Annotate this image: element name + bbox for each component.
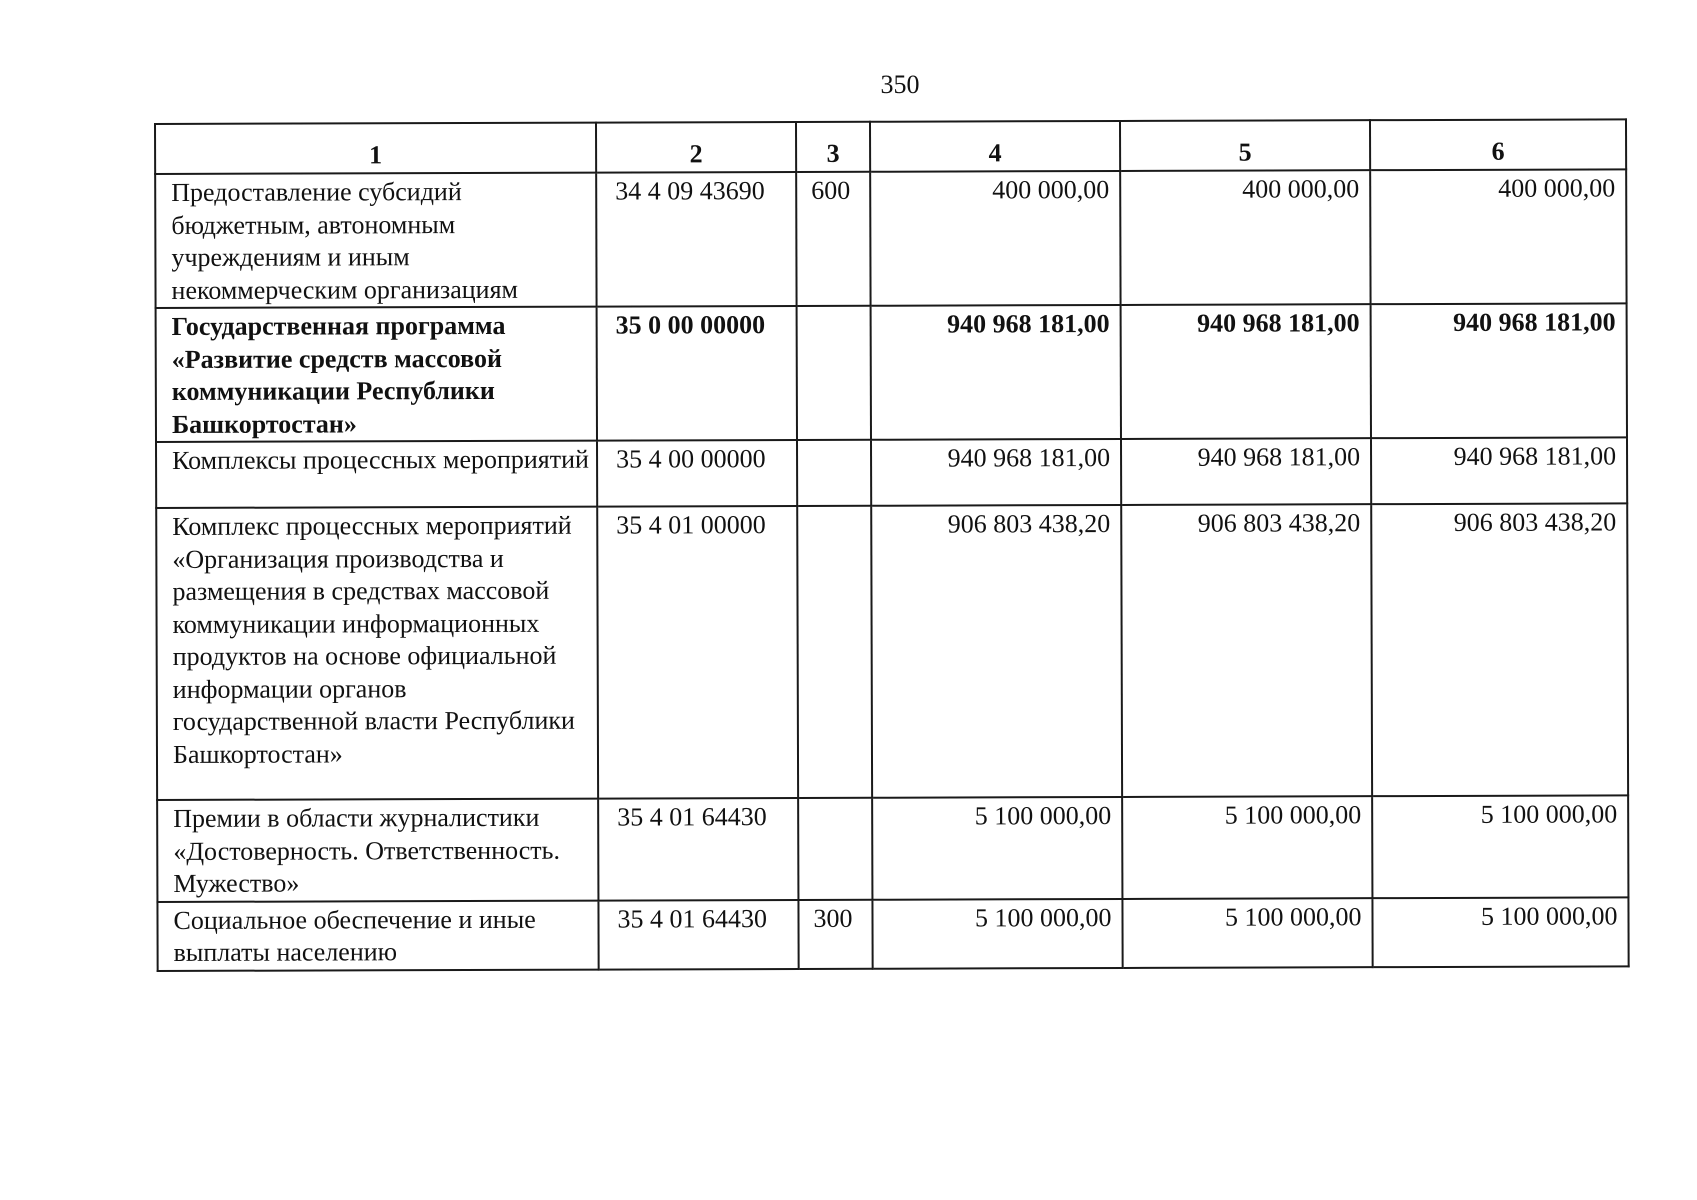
column-header-2: 2 [596, 122, 796, 173]
row-name: Премии в области журналистики «Достоверность. Ответственность. Мужество» [157, 799, 598, 902]
row-value-col4: 940 968 181,00 [871, 305, 1121, 440]
row-name: Комплекс процессных мероприятий «Организация производства и размещения в средствах массовой коммуникации информационных продуктов на основе официальной информации органов государственной власти Республики Башкортостан» [156, 507, 598, 800]
page-number: 350 [880, 70, 920, 99]
table-header [155, 119, 1626, 174]
row-value-col6: 5 100 000,00 [1372, 795, 1628, 897]
row-name: Комплексы процессных мероприятий [156, 441, 597, 508]
row-value-col5: 5 100 000,00 [1122, 796, 1372, 898]
row-value-col6: 940 968 181,00 [1371, 437, 1627, 504]
row-value-col5: 400 000,00 [1120, 170, 1370, 305]
row-value-col4: 400 000,00 [870, 171, 1120, 306]
row-code: 34 4 09 43690 [596, 172, 796, 307]
row-value-col6: 5 100 000,00 [1372, 897, 1628, 967]
table-body [155, 169, 1628, 970]
column-header-4: 4 [870, 121, 1120, 172]
table-row [157, 795, 1628, 901]
column-header-3: 3 [796, 122, 870, 172]
row-value-col6: 940 968 181,00 [1371, 303, 1627, 438]
column-header-5: 5 [1120, 120, 1370, 171]
row-value-col5: 5 100 000,00 [1122, 898, 1372, 968]
table-row [157, 897, 1628, 971]
row-code: 35 0 00 00000 [597, 306, 797, 441]
budget-table [154, 118, 1630, 971]
row-value-col5: 940 968 181,00 [1121, 304, 1371, 439]
row-value-col4: 906 803 438,20 [871, 505, 1122, 798]
table-row [156, 303, 1627, 442]
row-name: Предоставление субсидий бюджетным, автономным учреждениям и иным некоммерческим организациям [155, 173, 596, 308]
header-row [155, 119, 1626, 174]
row-expense-type [798, 798, 872, 900]
row-value-col4: 5 100 000,00 [872, 898, 1122, 968]
row-name: Государственная программа «Развитие средств массовой коммуникации Республики Башкортостан» [156, 307, 597, 442]
row-value-col4: 5 100 000,00 [872, 797, 1122, 899]
row-value-col6: 400 000,00 [1370, 169, 1626, 304]
table-row [156, 437, 1627, 508]
row-code: 35 4 01 00000 [597, 506, 798, 799]
table-row [156, 503, 1628, 800]
row-expense-type [797, 506, 872, 798]
row-expense-type: 300 [798, 899, 872, 968]
row-expense-type [797, 306, 871, 440]
column-header-6: 6 [1370, 119, 1626, 170]
row-code: 35 4 01 64430 [598, 899, 798, 969]
table-row [155, 169, 1626, 308]
row-value-col5: 940 968 181,00 [1121, 438, 1371, 505]
row-expense-type [797, 440, 871, 506]
column-header-1: 1 [155, 123, 596, 174]
row-expense-type: 600 [796, 172, 870, 306]
row-code: 35 4 01 64430 [598, 798, 798, 900]
row-value-col6: 906 803 438,20 [1371, 503, 1628, 796]
row-code: 35 4 00 00000 [597, 440, 797, 507]
row-name: Социальное обеспечение и иные выплаты населению [157, 900, 598, 970]
row-value-col4: 940 968 181,00 [871, 439, 1121, 506]
row-value-col5: 906 803 438,20 [1121, 504, 1372, 797]
